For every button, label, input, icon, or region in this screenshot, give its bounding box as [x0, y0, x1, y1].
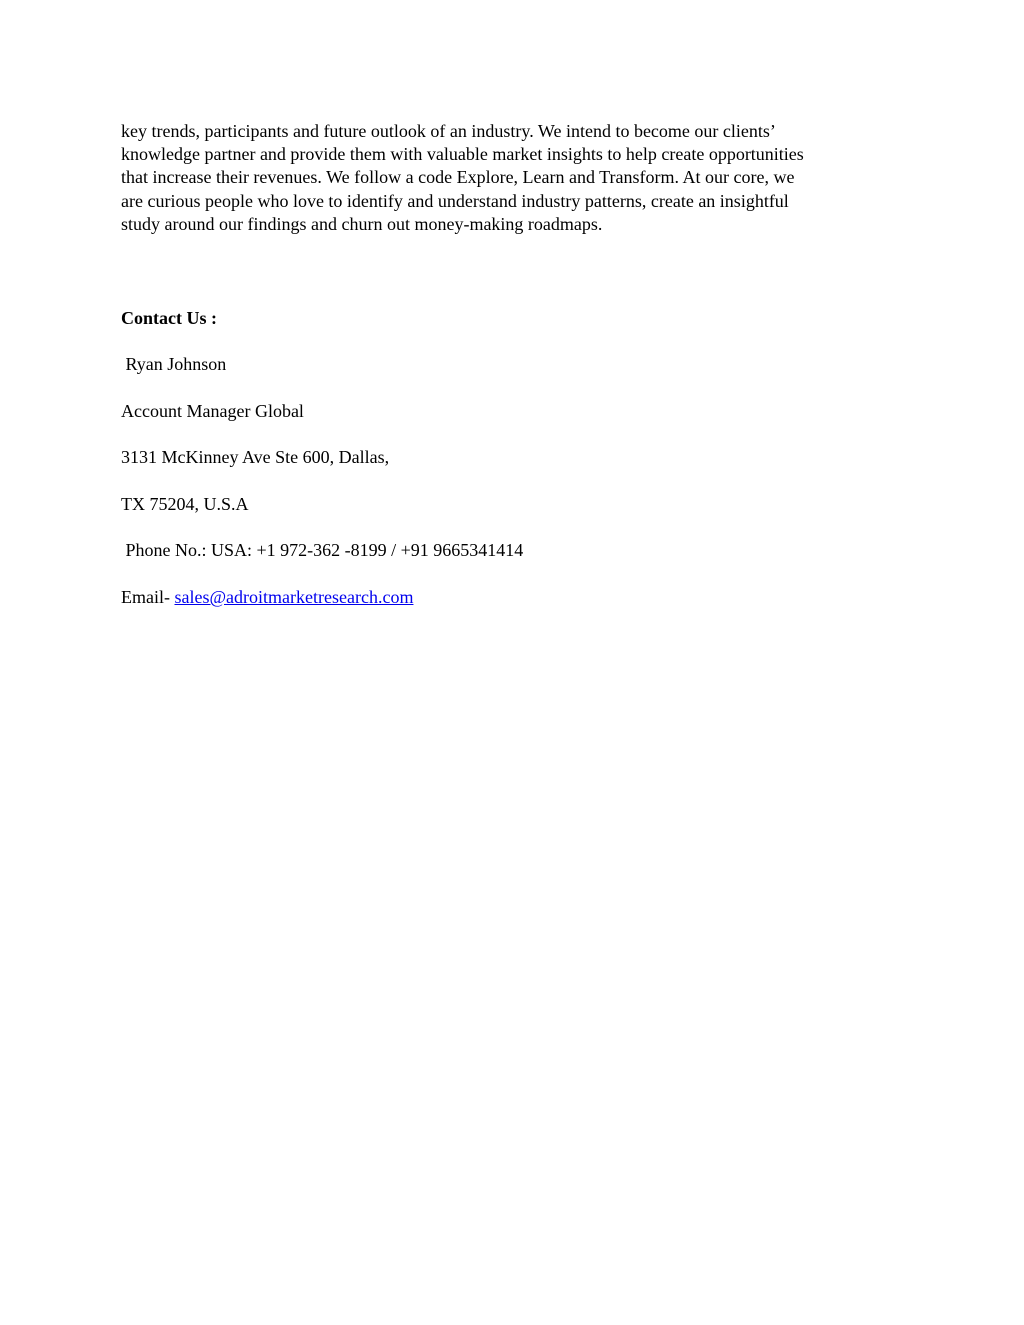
email-link[interactable]: sales@adroitmarketresearch.com: [174, 587, 414, 607]
phone-line: Phone No.: USA: +1 972-362 -8199 / +91 9665341414: [121, 540, 524, 560]
document-page: [121, 120, 901, 607]
intro-paragraph: [121, 120, 901, 236]
intro-line: knowledge partner and provide them with valuable market insights to help create opportunities: [121, 144, 804, 165]
intro-line: study around our findings and churn out money-making roadmaps.: [121, 213, 603, 234]
contact-title: Account Manager Global: [121, 401, 304, 421]
intro-line: key trends, participants and future outlook of an industry. We intend to become our clients’: [121, 121, 776, 141]
address-line-2: TX 75204, U.S.A: [121, 494, 249, 514]
address-line-1: 3131 McKinney Ave Ste 600, Dallas,: [121, 447, 390, 467]
intro-line: are curious people who love to identify and understand industry patterns, create an insightful: [121, 190, 789, 211]
email-line: [121, 586, 413, 609]
contact-heading: Contact Us :: [121, 308, 217, 328]
contact-name: Ryan Johnson: [121, 354, 227, 374]
email-label: Email-: [121, 587, 175, 607]
intro-line: that increase their revenues. We follow a code Explore, Learn and Transform. At our core, we: [121, 167, 795, 188]
